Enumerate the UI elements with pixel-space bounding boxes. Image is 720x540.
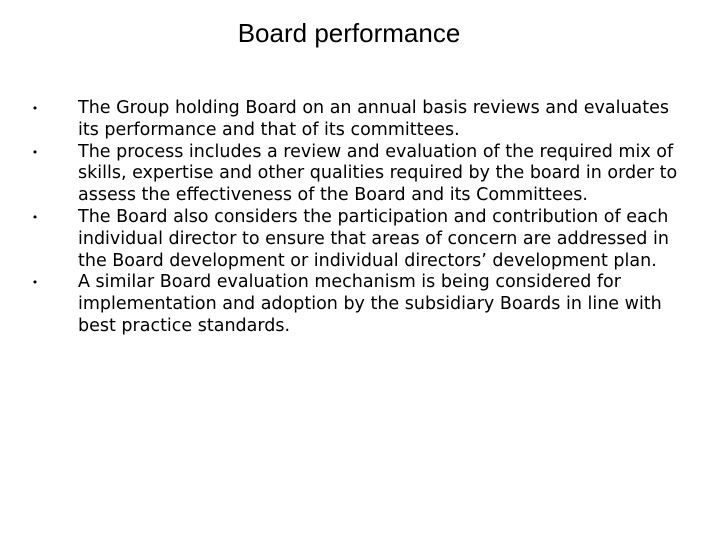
bullet-text: The Group holding Board on an annual basis reviews and evaluates its performance and that of its committees. — [78, 98, 670, 140]
bullet-item — [0, 272, 685, 337]
bullet-icon: • — [31, 102, 39, 115]
bullet-item — [0, 98, 685, 142]
bullet-icon: • — [31, 145, 39, 159]
bullet-item — [0, 207, 685, 272]
bullet-text: A similar Board evaluation mechanism is being considered for implementation and adoption by the subsidiary Boards in line with best practice standards. — [78, 272, 662, 336]
bullet-item — [0, 142, 685, 207]
bullet-icon: • — [31, 276, 39, 290]
bullet-icon: • — [31, 210, 39, 224]
bullet-text: The process includes a review and evaluation of the required mix of skills, expertise and other qualities required by the board in order to assess the effectiveness of the Board and its Committees. — [78, 141, 678, 206]
bullet-text: The Board also considers the participation and contribution of each individual director to ensure that areas of concern are addressed in the Board development or individual directors’ development plan. — [78, 206, 669, 271]
bullet-list — [0, 98, 720, 338]
slide-title: Board performance — [237, 18, 461, 48]
